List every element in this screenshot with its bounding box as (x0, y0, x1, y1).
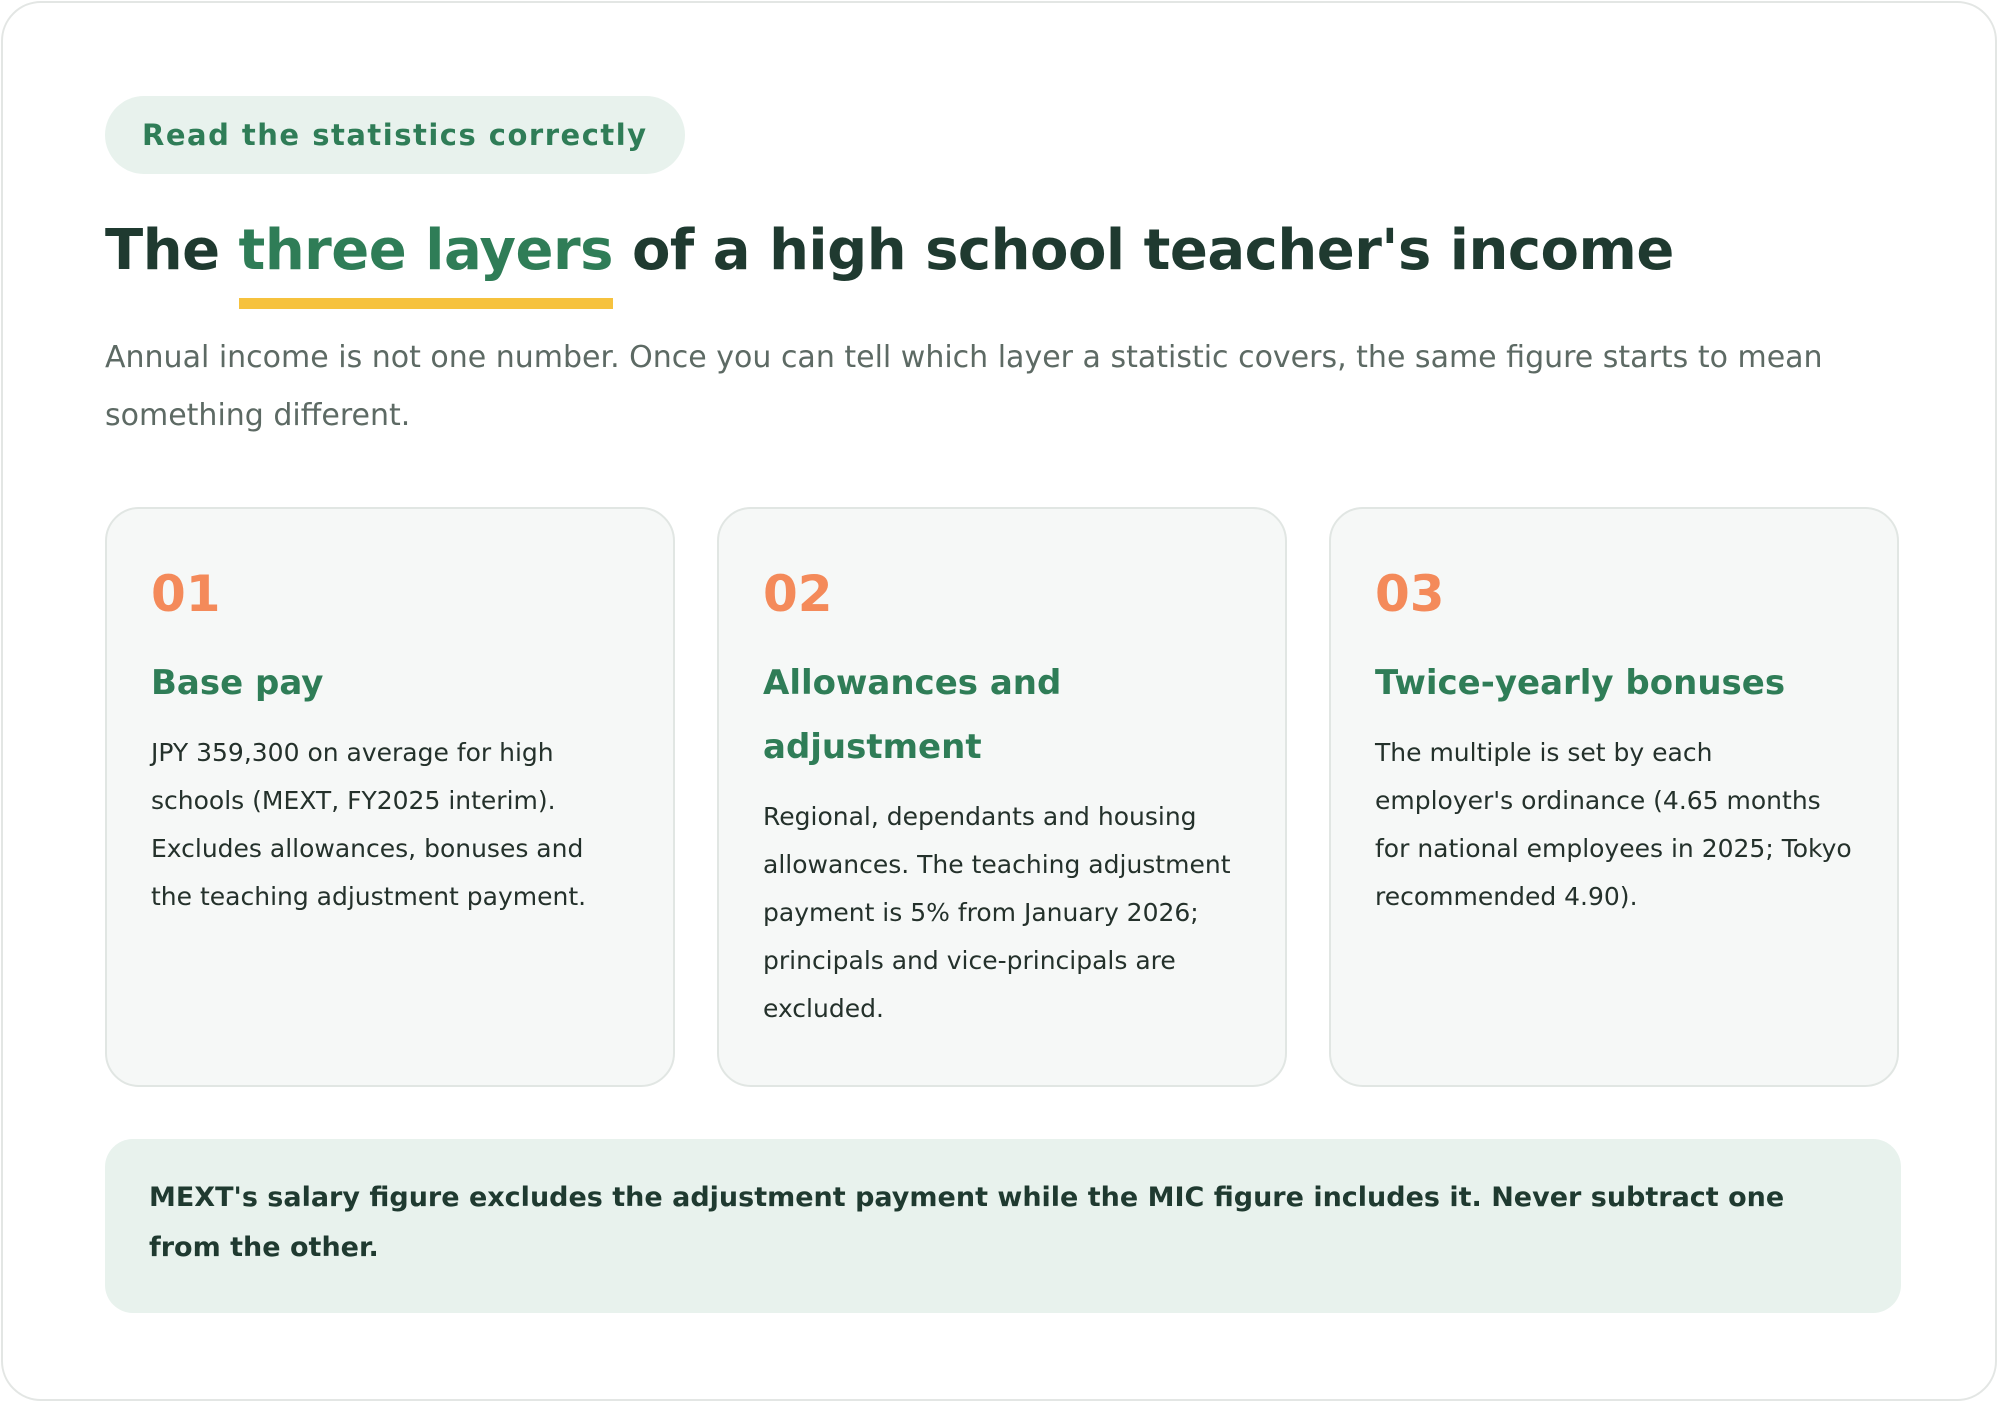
layer-card-bonuses (1329, 507, 1899, 1087)
page-title (105, 211, 1674, 291)
card-number: 01 (151, 565, 221, 623)
card-text: JPY 359,300 on average for high schools (MEXT, FY2025 interim). Excludes allowances, bonuses and the teaching adjustment payment. (151, 738, 587, 911)
card-title: Allowances and adjustment (763, 663, 1062, 767)
card-title: Twice-yearly bonuses (1375, 663, 1786, 703)
card-number: 02 (763, 565, 833, 623)
card-text: Regional, dependants and housing allowances. The teaching adjustment payment is 5% from January 2026; principals and vice-principals are excluded. (763, 802, 1231, 1023)
layer-card-base-pay (105, 507, 675, 1087)
title-prefix: The (105, 218, 239, 283)
card-title: Base pay (151, 663, 324, 703)
title-highlight: three layers (239, 211, 613, 291)
card-text: The multiple is set by each employer's ordinance (4.65 months for national employees in 2025; Tokyo recommended 4.90). (1375, 738, 1852, 911)
section-badge: Read the statistics correctly (105, 96, 685, 174)
intro-text: Annual income is not one number. Once you can tell which layer a statistic covers, the same figure starts to mean something different. (105, 340, 1823, 433)
warning-note: MEXT's salary figure excludes the adjustment payment while the MIC figure includes it. Never subtract one from the other. (105, 1139, 1901, 1313)
content-frame (1, 1, 1997, 1401)
layer-card-allowances (717, 507, 1287, 1087)
title-suffix: of a high school teacher's income (612, 218, 1674, 283)
card-number: 03 (1375, 565, 1445, 623)
